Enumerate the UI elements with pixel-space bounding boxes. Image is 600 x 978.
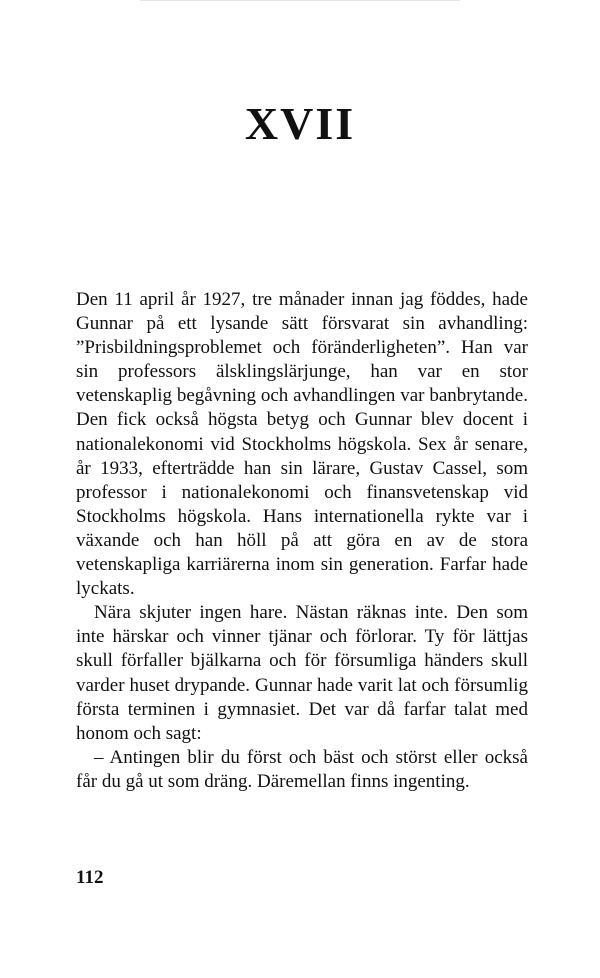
paragraph-2: Nära skjuter ingen hare. Nästan räknas inte. Den som inte härskar och vinner tjänar och förlorar. Ty för lättjas skull förfaller bjälkarna och för försumliga händers skull varder huset drypande. Gunnar hade varit lat och försumlig första terminen i gymnasiet. Det var då farfar talat med honom och sagt: — [76, 602, 528, 744]
paragraph-3: – Antingen blir du först och bäst och störst eller också får du gå ut som dräng. Däremellan finns ingenting. — [76, 746, 528, 792]
chapter-title: XVII — [244, 97, 356, 149]
paragraph-1: Den 11 april år 1927, tre månader innan jag föddes, hade Gunnar på ett lysande sätt försvarat sin avhandling: ”Prisbildningsproblemet och föränderligheten”. Han var sin professors älsklingslärjunge, han var en stor vetenskaplig begåvning och avhandlingen var banbrytande. Den fick också högsta betyg och Gunnar blev docent i nationalekonomi vid Stockholms högskola. Sex år senare, år 1933, efterträdde han sin lärare, Gustav Cassel, som professor i nationalekonomi och finansvetenskap vid Stockholms högskola. Hans internationella rykte var i växande och han höll på att göra en av de stora vetenskapliga karriärerna inom sin generation. Farfar hade lyckats. — [76, 289, 528, 600]
page-number: 112 — [76, 867, 104, 888]
body-text — [76, 288, 528, 794]
page-edge-line — [140, 0, 460, 1]
